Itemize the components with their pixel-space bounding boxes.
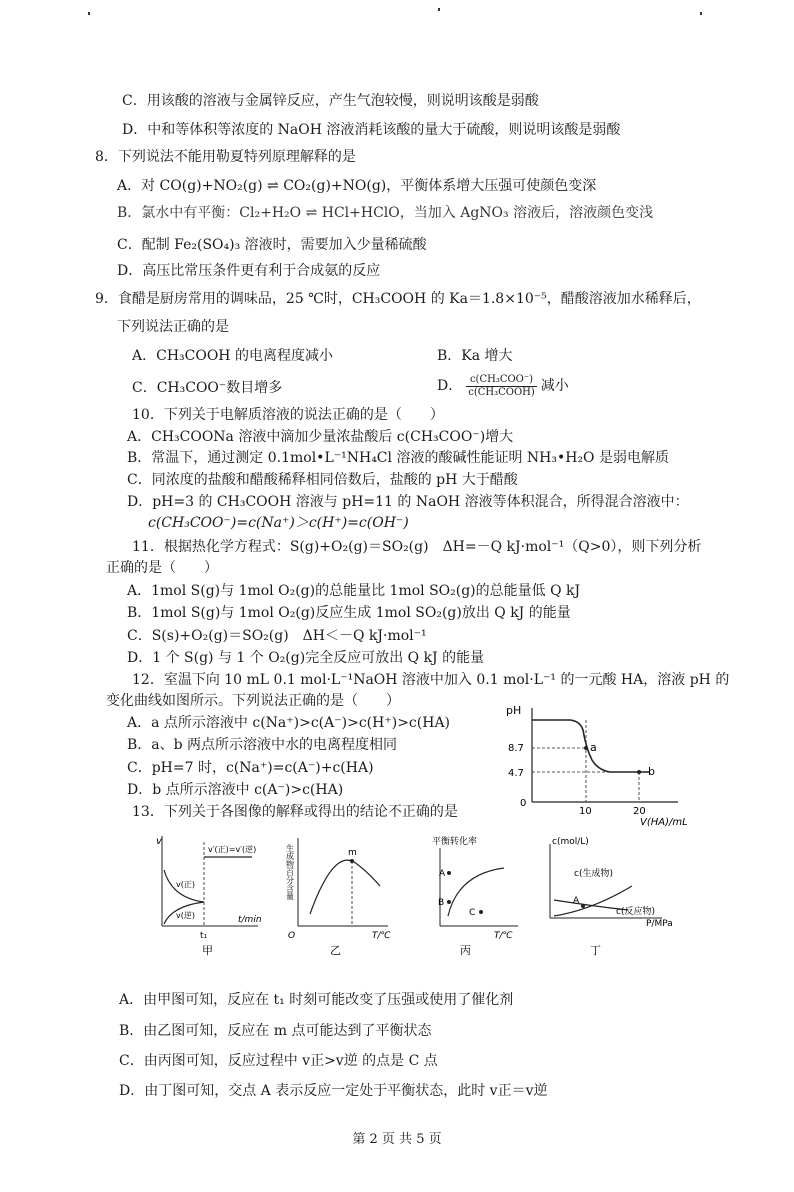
q9-fraction bbox=[466, 374, 537, 399]
ph-tick-47: 4.7 bbox=[508, 768, 524, 779]
q12-option-d: D．b 点所示溶液中 c(A⁻)>c(HA) bbox=[127, 782, 344, 798]
ph-point-a bbox=[584, 746, 588, 750]
jia-caption: 甲 bbox=[202, 944, 213, 957]
ph-point-b-label: b bbox=[648, 765, 655, 778]
jia-forward-label: v(正) bbox=[176, 880, 195, 889]
ph-point-a-label: a bbox=[590, 741, 597, 754]
yi-origin: O bbox=[288, 931, 296, 941]
q12-option-c: C．pH=7 时，c(Na⁺)=c(A⁻)+c(HA) bbox=[127, 760, 374, 776]
scan-speck bbox=[438, 8, 440, 11]
ph-tick-0: 0 bbox=[520, 798, 527, 809]
q9-stem-cont: 下列说法正确的是 bbox=[117, 319, 229, 335]
q13-option-d: D．由丁图可知，交点 A 表示反应一定处于平衡状态，此时 v正＝v逆 bbox=[119, 1083, 548, 1099]
page-footer: 第 2 页 共 5 页 bbox=[352, 1132, 442, 1147]
ding-point-a bbox=[581, 904, 585, 908]
bing-point-b bbox=[447, 900, 451, 904]
ph-titration-figure bbox=[500, 702, 700, 827]
bing-b-label: B bbox=[438, 898, 445, 908]
bing-point-c bbox=[479, 910, 483, 914]
q7-option-c: C．用该酸的溶液与金属锌反应，产生气泡较慢，则说明该酸是弱酸 bbox=[122, 93, 539, 109]
ph-x-axis-label: V(HA)/mL bbox=[640, 817, 688, 827]
jia-v-label: v bbox=[156, 836, 162, 847]
q11-stem-cont: 正确的是（ ） bbox=[106, 560, 218, 576]
q13-option-c: C．由丙图可知，反应过程中 v正>v逆 的点是 C 点 bbox=[119, 1053, 438, 1069]
figure-ding bbox=[540, 830, 685, 960]
bing-curve bbox=[448, 868, 504, 916]
q10-option-a: A．CH₃COONa 溶液中滴加少量浓盐酸后 c(CH₃COO⁻)增大 bbox=[127, 429, 514, 445]
q11-option-d: D．1 个 S(g) 与 1 个 O₂(g)完全反应可放出 Q kJ 的能量 bbox=[127, 650, 485, 666]
q11-option-a: A．1mol S(g)与 1mol O₂(g)的总能量比 1mol SO₂(g)的总能量低 Q kJ bbox=[127, 583, 581, 599]
q13-option-a: A．由甲图可知，反应在 t₁ 时刻可能改变了压强或使用了催化剂 bbox=[119, 992, 514, 1008]
jia-x-label: t/min bbox=[238, 915, 262, 925]
q9-fraction-denominator: c(CH₃COOH) bbox=[468, 386, 535, 398]
bing-title: 平衡转化率 bbox=[432, 837, 478, 847]
ding-y-label: c(mol/L) bbox=[552, 837, 589, 847]
bing-a-label: A bbox=[439, 869, 446, 879]
q11-option-b: B．1mol S(g)与 1mol O₂(g)反应生成 1mol SO₂(g)放出 Q kJ 的能量 bbox=[127, 605, 571, 621]
scan-speck bbox=[88, 12, 90, 15]
q10-stem: 10．下列关于电解质溶液的说法正确的是（ ） bbox=[132, 407, 444, 423]
q12-option-b: B．a、b 两点所示溶液中水的电离程度相同 bbox=[127, 737, 398, 753]
scan-speck bbox=[700, 12, 702, 15]
q10-option-d: D．pH=3 的 CH₃COOH 溶液与 pH=11 的 NaOH 溶液等体积混合，所得混合溶液中： bbox=[127, 494, 689, 510]
q11-stem: 11．根据热化学方程式：S(g)+O₂(g)＝SO₂(g) ΔH=－Q kJ·mol⁻¹（Q>0），则下列分析 bbox=[132, 539, 702, 555]
ph-tick-20: 20 bbox=[633, 806, 646, 817]
ph-tick-87: 8.7 bbox=[508, 743, 524, 754]
ding-product-label: c(生成物) bbox=[574, 869, 613, 879]
bing-caption: 丙 bbox=[460, 944, 471, 957]
yi-m-label: m bbox=[348, 848, 357, 858]
q8-option-d: D．高压比常压条件更有利于合成氨的反应 bbox=[117, 263, 381, 279]
q12-stem: 12．室温下向 10 mL 0.1 mol·L⁻¹NaOH 溶液中加入 0.1 mol·L⁻¹ 的一元酸 HA，溶液 pH 的 bbox=[132, 672, 730, 688]
q12-option-a: A．a 点所示溶液中 c(Na⁺)>c(A⁻)>c(H⁺)>c(HA) bbox=[127, 715, 451, 731]
q13-stem: 13．下列关于各图像的解释或得出的结论不正确的是 bbox=[132, 804, 458, 820]
figure-yi bbox=[278, 830, 398, 960]
q9-option-b: B．Ka 增大 bbox=[437, 348, 513, 364]
jia-equal-label: v′(正)=v′(逆) bbox=[208, 845, 257, 854]
q9-option-c: C．CH₃COO⁻数目增多 bbox=[132, 380, 283, 396]
ph-tick-10: 10 bbox=[579, 806, 592, 817]
q11-option-c: C．S(s)+O₂(g)＝SO₂(g) ΔH＜－Q kJ·mol⁻¹ bbox=[127, 628, 427, 644]
q13-option-b: B．由乙图可知，反应在 m 点可能达到了平衡状态 bbox=[119, 1023, 432, 1039]
ph-point-b bbox=[637, 770, 641, 774]
q9-option-d-prefix: D． bbox=[437, 378, 463, 394]
jia-t1-label: t₁ bbox=[200, 931, 208, 941]
figure-jia bbox=[150, 830, 280, 960]
yi-x-label: T/℃ bbox=[372, 931, 391, 941]
bing-x-label: T/℃ bbox=[494, 931, 513, 941]
bing-c-label: C bbox=[469, 908, 476, 918]
ding-a-label: A bbox=[573, 896, 580, 906]
q8-stem: 8．下列说法不能用勒夏特列原理解释的是 bbox=[95, 149, 356, 165]
yi-curve bbox=[310, 860, 380, 914]
ding-x-label: P/MPa bbox=[646, 919, 673, 929]
q12-stem-cont: 变化曲线如图所示。下列说法正确的是（ ） bbox=[106, 693, 400, 709]
ding-reactant-label: c(反应物) bbox=[616, 907, 655, 917]
q8-option-c: C．配制 Fe₂(SO₄)₃ 溶液时，需要加入少量稀硫酸 bbox=[117, 237, 427, 253]
bing-point-a bbox=[447, 871, 451, 875]
q7-option-d: D．中和等体积等浓度的 NaOH 溶液消耗该酸的量大于硫酸，则说明该酸是弱酸 bbox=[122, 122, 621, 138]
q10-option-b: B．常温下，通过测定 0.1mol•L⁻¹NH₄Cl 溶液的酸碱性能证明 NH₃•H₂O 是弱电解质 bbox=[127, 450, 669, 466]
ding-caption: 丁 bbox=[590, 944, 601, 957]
q10-option-d-cont: c(CH₃COO⁻)=c(Na⁺)＞c(H⁺)=c(OH⁻) bbox=[148, 515, 409, 531]
yi-y-label: 生成物百分含量 bbox=[285, 844, 295, 900]
figure-bing bbox=[418, 830, 528, 960]
yi-caption: 乙 bbox=[330, 944, 341, 957]
q9-fraction-numerator: c(CH₃COO⁻) bbox=[466, 374, 537, 387]
q9-option-d bbox=[437, 371, 569, 401]
q9-stem: 9．食醋是厨房常用的调味品，25 ℃时，CH₃COOH 的 Ka＝1.8×10⁻⁵，醋酸溶液加水稀释后， bbox=[95, 291, 701, 307]
q8-option-a: A．对 CO(g)+NO₂(g) ⇌ CO₂(g)+NO(g)，平衡体系增大压强可使颜色变深 bbox=[117, 178, 597, 194]
q9-option-d-suffix: 减小 bbox=[540, 378, 569, 394]
q10-option-c: C．同浓度的盐酸和醋酸稀释相同倍数后，盐酸的 pH 大于醋酸 bbox=[127, 472, 518, 488]
jia-reverse-label: v(逆) bbox=[176, 911, 195, 920]
ph-axis-label: pH bbox=[506, 704, 522, 717]
q8-option-b: B．氯水中有平衡：Cl₂+H₂O ⇌ HCl+HClO，当加入 AgNO₃ 溶液后，溶液颜色变浅 bbox=[117, 205, 654, 221]
q9-option-a: A．CH₃COOH 的电离程度减小 bbox=[132, 348, 333, 364]
